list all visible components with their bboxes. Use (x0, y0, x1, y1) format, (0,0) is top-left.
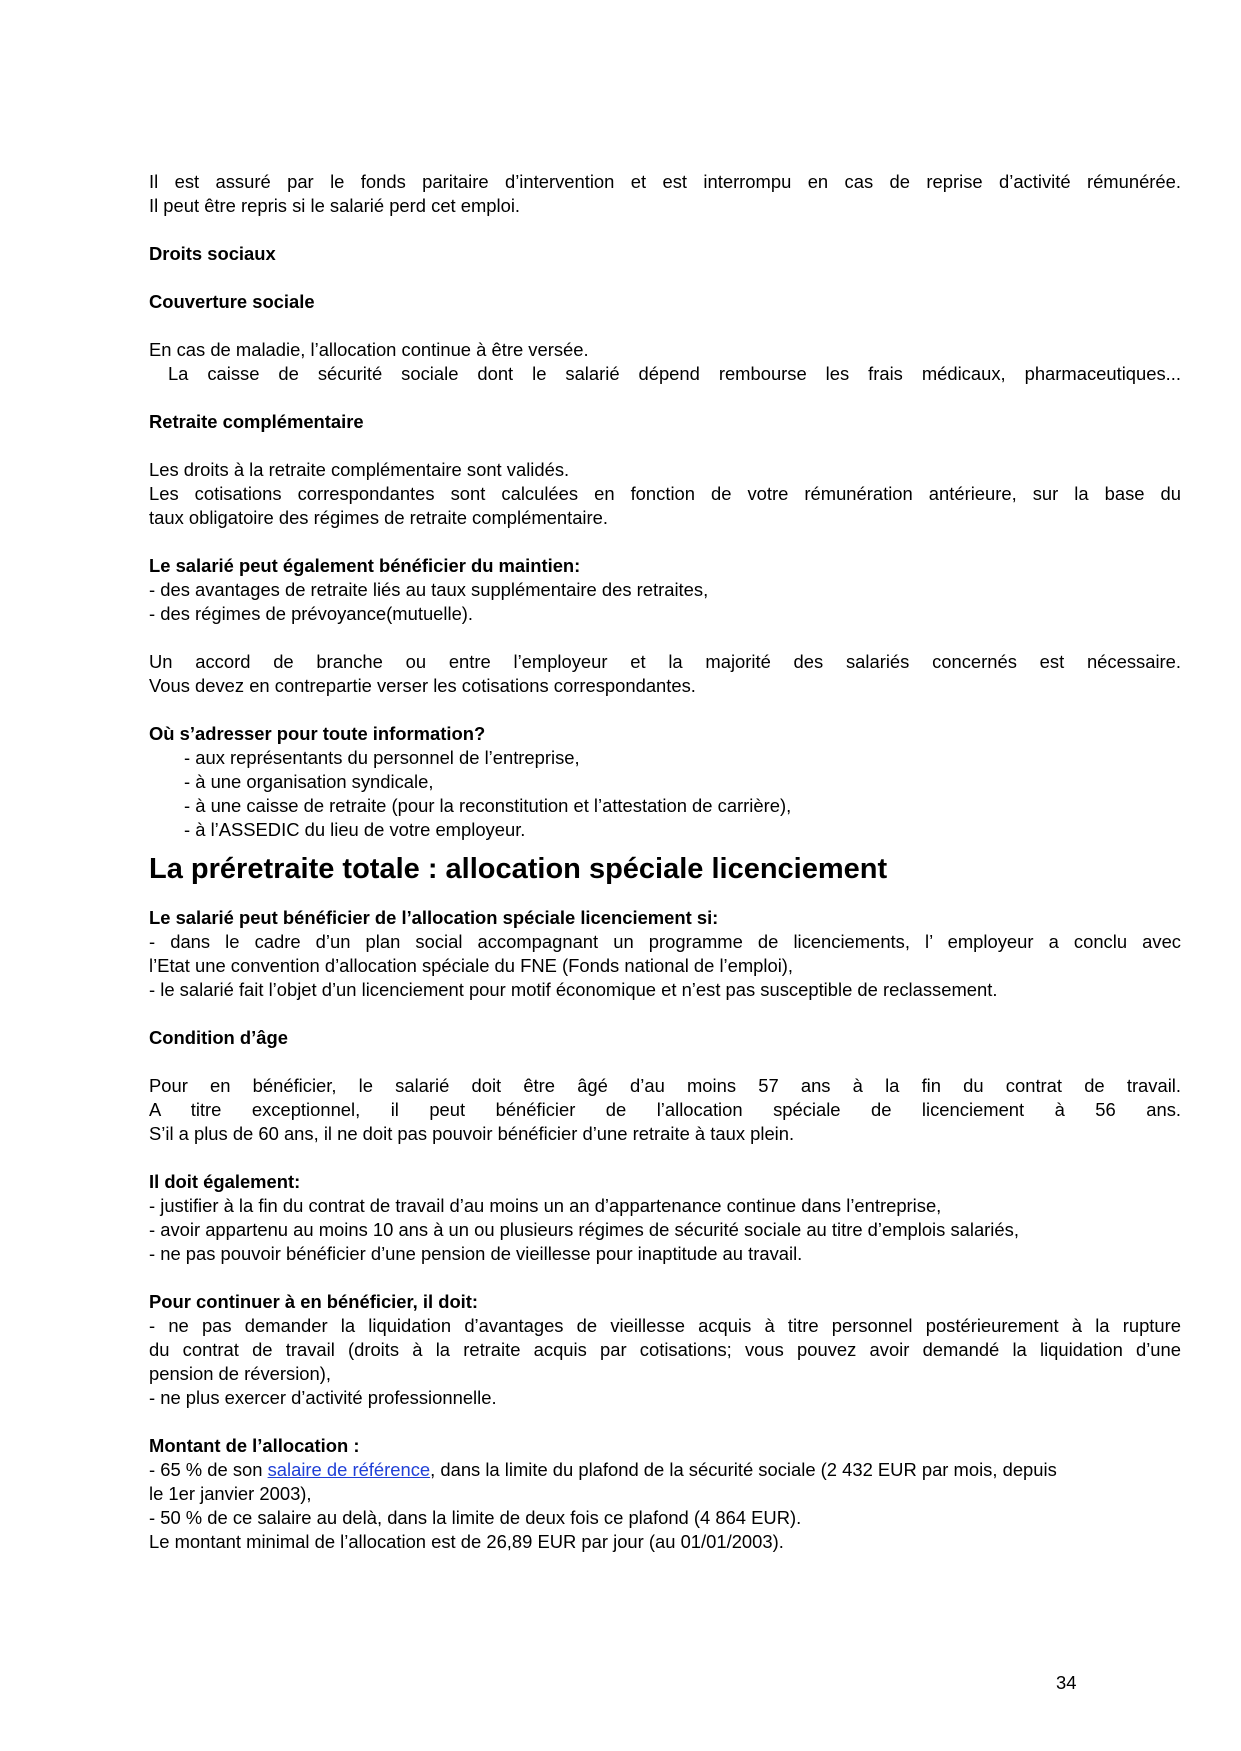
page-number: 34 (1056, 1672, 1077, 1693)
intro-line-1: Il est assuré par le fonds paritaire d’intervention et est interrompu en cas de reprise d’activité rémunérée. (149, 171, 1181, 192)
list-item: - justifier à la fin du contrat de travail d’au moins un an d’appartenance continue dans l’entreprise, (149, 1195, 942, 1216)
list-item: - des avantages de retraite liés au taux supplémentaire des retraites, (149, 579, 709, 600)
beneficier-line-3: - le salarié fait l’objet d’un licenciement pour motif économique et n’est pas susceptible de reclassement. (149, 979, 998, 1000)
adresser-heading: Où s’adresser pour toute information? (149, 723, 486, 744)
montant-line-1-post: , dans la limite du plafond de la sécurité sociale (2 432 EUR par mois, depuis (430, 1459, 1057, 1480)
list-item: - à une caisse de retraite (pour la reconstitution et l’attestation de carrière), (184, 795, 792, 816)
document-page (149, 170, 1181, 1554)
list-item: - ne pas pouvoir bénéficier d’une pension de vieillesse pour inaptitude au travail. (149, 1243, 803, 1264)
intro-line-2: Il peut être repris si le salarié perd cet emploi. (149, 195, 521, 216)
montant-line-1 (149, 1458, 1181, 1482)
montant-line-1-pre: - 65 % de son (149, 1459, 268, 1480)
continuer-heading: Pour continuer à en bénéficier, il doit: (149, 1291, 479, 1312)
age-heading: Condition d’âge (149, 1027, 288, 1048)
beneficier-line-2: l’Etat une convention d’allocation spéciale du FNE (Fonds national de l’emploi), (149, 955, 794, 976)
continuer-line-4: - ne plus exercer d’activité professionnelle. (149, 1387, 497, 1408)
retraite-heading: Retraite complémentaire (149, 411, 364, 432)
list-item: - des régimes de prévoyance(mutuelle). (149, 603, 474, 624)
couverture-line-2: La caisse de sécurité sociale dont le salarié dépend rembourse les frais médicaux, pharmaceutiques... (149, 363, 1181, 384)
list-item: - aux représentants du personnel de l’entreprise, (184, 747, 580, 768)
retraite-line-3: taux obligatoire des régimes de retraite complémentaire. (149, 507, 608, 528)
section-title: La préretraite totale : allocation spéciale licenciement (149, 853, 888, 885)
continuer-line-1: - ne pas demander la liquidation d’avantages de vieillesse acquis à titre personnel postérieurement à la rupture (149, 1315, 1181, 1336)
retraite-line-1: Les droits à la retraite complémentaire sont validés. (149, 459, 570, 480)
montant-line-2: le 1er janvier 2003), (149, 1483, 312, 1504)
age-line-1: Pour en bénéficier, le salarié doit être âgé d’au moins 57 ans à la fin du contrat de travail. (149, 1075, 1181, 1096)
couverture-heading: Couverture sociale (149, 291, 315, 312)
beneficier-heading: Le salarié peut bénéficier de l’allocation spéciale licenciement si: (149, 907, 719, 928)
list-item: - à une organisation syndicale, (184, 771, 434, 792)
couverture-line-1: En cas de maladie, l’allocation continue à être versée. (149, 339, 589, 360)
continuer-line-2: du contrat de travail (droits à la retraite acquis par cotisations; vous pouvez avoir demandé la liquidation d’une (149, 1339, 1181, 1360)
maintien-heading: Le salarié peut également bénéficier du maintien: (149, 555, 581, 576)
age-line-2: A titre exceptionnel, il peut bénéficier de l’allocation spéciale de licenciement à 56 ans. (149, 1099, 1181, 1120)
accord-line-2: Vous devez en contrepartie verser les cotisations correspondantes. (149, 675, 696, 696)
montant-line-3: - 50 % de ce salaire au delà, dans la limite de deux fois ce plafond (4 864 EUR). (149, 1507, 802, 1528)
doit-heading: Il doit également: (149, 1171, 301, 1192)
salaire-reference-link[interactable]: salaire de référence (267, 1459, 431, 1480)
montant-heading: Montant de l’allocation : (149, 1435, 360, 1456)
droits-sociaux-heading: Droits sociaux (149, 243, 276, 264)
continuer-line-3: pension de réversion), (149, 1363, 331, 1384)
age-line-3: S’il a plus de 60 ans, il ne doit pas pouvoir bénéficier d’une retraite à taux plein. (149, 1123, 795, 1144)
beneficier-line-1: - dans le cadre d’un plan social accompagnant un programme de licenciements, l’ employeur a conclu avec (149, 931, 1181, 952)
montant-line-4: Le montant minimal de l’allocation est de 26,89 EUR par jour (au 01/01/2003). (149, 1531, 784, 1552)
list-item: - avoir appartenu au moins 10 ans à un ou plusieurs régimes de sécurité sociale au titre d’emplois salariés, (149, 1219, 1019, 1240)
list-item: - à l’ASSEDIC du lieu de votre employeur. (184, 819, 526, 840)
accord-line-1: Un accord de branche ou entre l’employeur et la majorité des salariés concernés est nécessaire. (149, 651, 1181, 672)
retraite-line-2: Les cotisations correspondantes sont calculées en fonction de votre rémunération antérieure, sur la base du (149, 483, 1181, 504)
